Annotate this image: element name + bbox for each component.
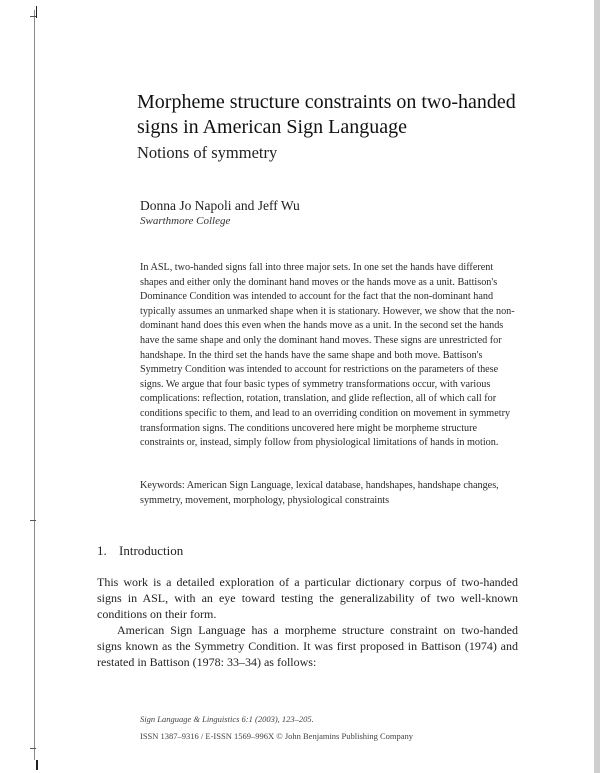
- authors: Donna Jo Napoli and Jeff Wu: [140, 198, 300, 213]
- footer-issn: ISSN 1387–9316 / E-ISSN 1569–996X © John Benjamins Publishing Company: [140, 731, 414, 741]
- paragraph: American Sign Language has a morpheme structure constraint on two-handed signs known as the Symmetry Condition. It was first proposed in Battison (1974) and restated in Battison (1978: 33–34) as follows:: [97, 623, 518, 669]
- crop-mark: [36, 6, 37, 18]
- paper-subtitle: Notions of symmetry: [137, 143, 278, 162]
- paper-title: Morpheme structure constraints on two-handed signs in American Sign Language: [137, 91, 516, 138]
- scan-tick: [30, 520, 36, 521]
- body-text: [97, 574, 518, 670]
- scan-margin-line: [34, 10, 35, 760]
- section-title: Introduction: [119, 543, 184, 558]
- footer-journal: Sign Language & Linguistics 6:1 (2003), 123–205.: [140, 714, 314, 724]
- scan-tick: [30, 748, 36, 749]
- affiliation: Swarthmore College: [140, 215, 231, 227]
- keywords: Keywords: American Sign Language, lexical database, handshapes, handshape changes, symmetry, movement, morphology, physiological constraints: [140, 480, 499, 506]
- abstract: In ASL, two-handed signs fall into three major sets. In one set the hands have different shapes and either only the dominant hand moves or the hands move as a unit. Battison's Dominance Condition was intended to account for the fact that the non-dominant hand typically assumes an unmarked shape when it is stationary. However, we show that the non-dominant hand does this even when the hands move as a unit. In the second set the hands have the same shape and only the dominant hand moves. These signs are unrestricted for handshape. In the third set the hands have the same shape and both move. Battison's Symmetry Condition was intended to account for restrictions on the parameters of these signs. We argue that four basic types of symmetry transformations occur, with various complications: reflection, rotation, translation, and glide reflection, all of which call for conditions specific to them, and lead to an overriding condition on movement in symmetry transformation signs. The conditions uncovered here might be morpheme structure constraints or, instead, simply follow from physiological limitations of hands in motion.: [140, 262, 515, 449]
- section-heading: [97, 543, 183, 559]
- paragraph: This work is a detailed exploration of a particular dictionary corpus of two-handed signs in ASL, with an eye toward testing the generalizability of two well-known conditions on their form.: [97, 575, 518, 621]
- scan-edge: [594, 0, 600, 773]
- section-number: 1.: [97, 543, 107, 558]
- crop-mark: [36, 760, 38, 770]
